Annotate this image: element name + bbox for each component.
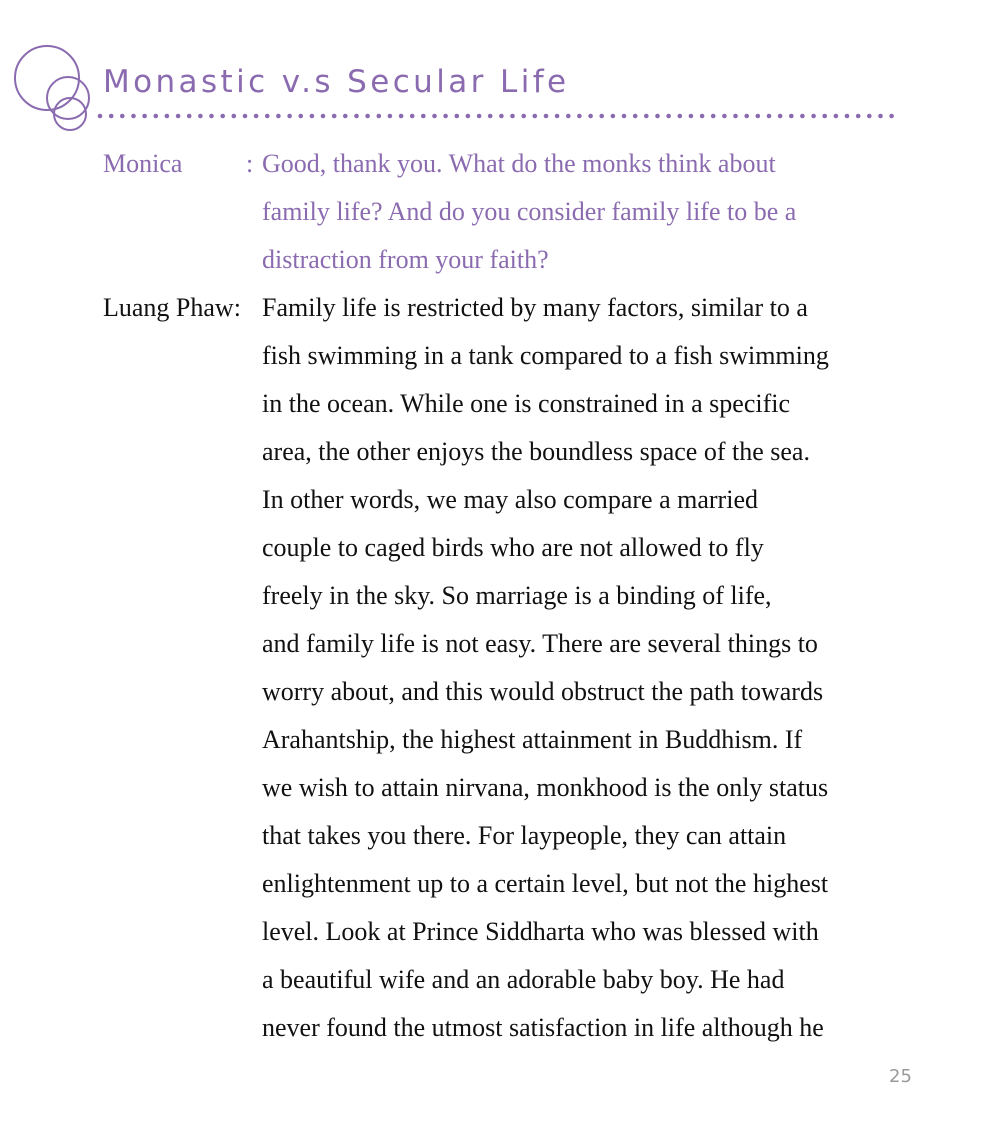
speech-line: that takes you there. For laypeople, they can attain [262, 821, 787, 850]
speech-line: in the ocean. While one is constrained in a specific [262, 389, 790, 418]
speech-line: Good, thank you. What do the monks think about [262, 149, 776, 178]
speech-line: couple to caged birds who are not allowed to fly [262, 533, 764, 562]
speech-line: a beautiful wife and an adorable baby boy. He had [262, 965, 785, 994]
interlocking-circles-logo-icon [12, 40, 102, 135]
speech-line: we wish to attain nirvana, monkhood is the only status [262, 773, 829, 802]
speech-line: and family life is not easy. There are several things to [262, 629, 818, 658]
speaker-name-monica: Monica [103, 149, 183, 178]
page-number: 25 [889, 1066, 912, 1087]
speaker-separator: : [246, 149, 254, 178]
speech-line: never found the utmost satisfaction in life although he [262, 1013, 824, 1042]
speaker-name-luang-phaw: Luang Phaw: [103, 293, 241, 322]
page-title: Monastic v.s Secular Life [103, 64, 570, 100]
speech-line: distraction from your faith? [262, 245, 549, 274]
speech-block-monica [262, 140, 796, 284]
speech-line: Family life is restricted by many factors, similar to a [262, 293, 808, 322]
speech-line: family life? And do you consider family life to be a [262, 197, 797, 226]
speech-line: area, the other enjoys the boundless space of the sea. [262, 437, 810, 466]
speech-line: level. Look at Prince Siddharta who was blessed with [262, 917, 819, 946]
speech-line: freely in the sky. So marriage is a binding of life, [262, 581, 772, 610]
speech-block-luang-phaw [262, 284, 829, 1052]
speech-line: fish swimming in a tank compared to a fish swimming [262, 341, 829, 370]
speech-line: Arahantship, the highest attainment in Buddhism. If [262, 725, 803, 754]
speech-line: In other words, we may also compare a married [262, 485, 758, 514]
speech-line: enlightenment up to a certain level, but not the highest [262, 869, 829, 898]
dotted-divider [96, 110, 906, 122]
speech-line: worry about, and this would obstruct the path towards [262, 677, 824, 706]
